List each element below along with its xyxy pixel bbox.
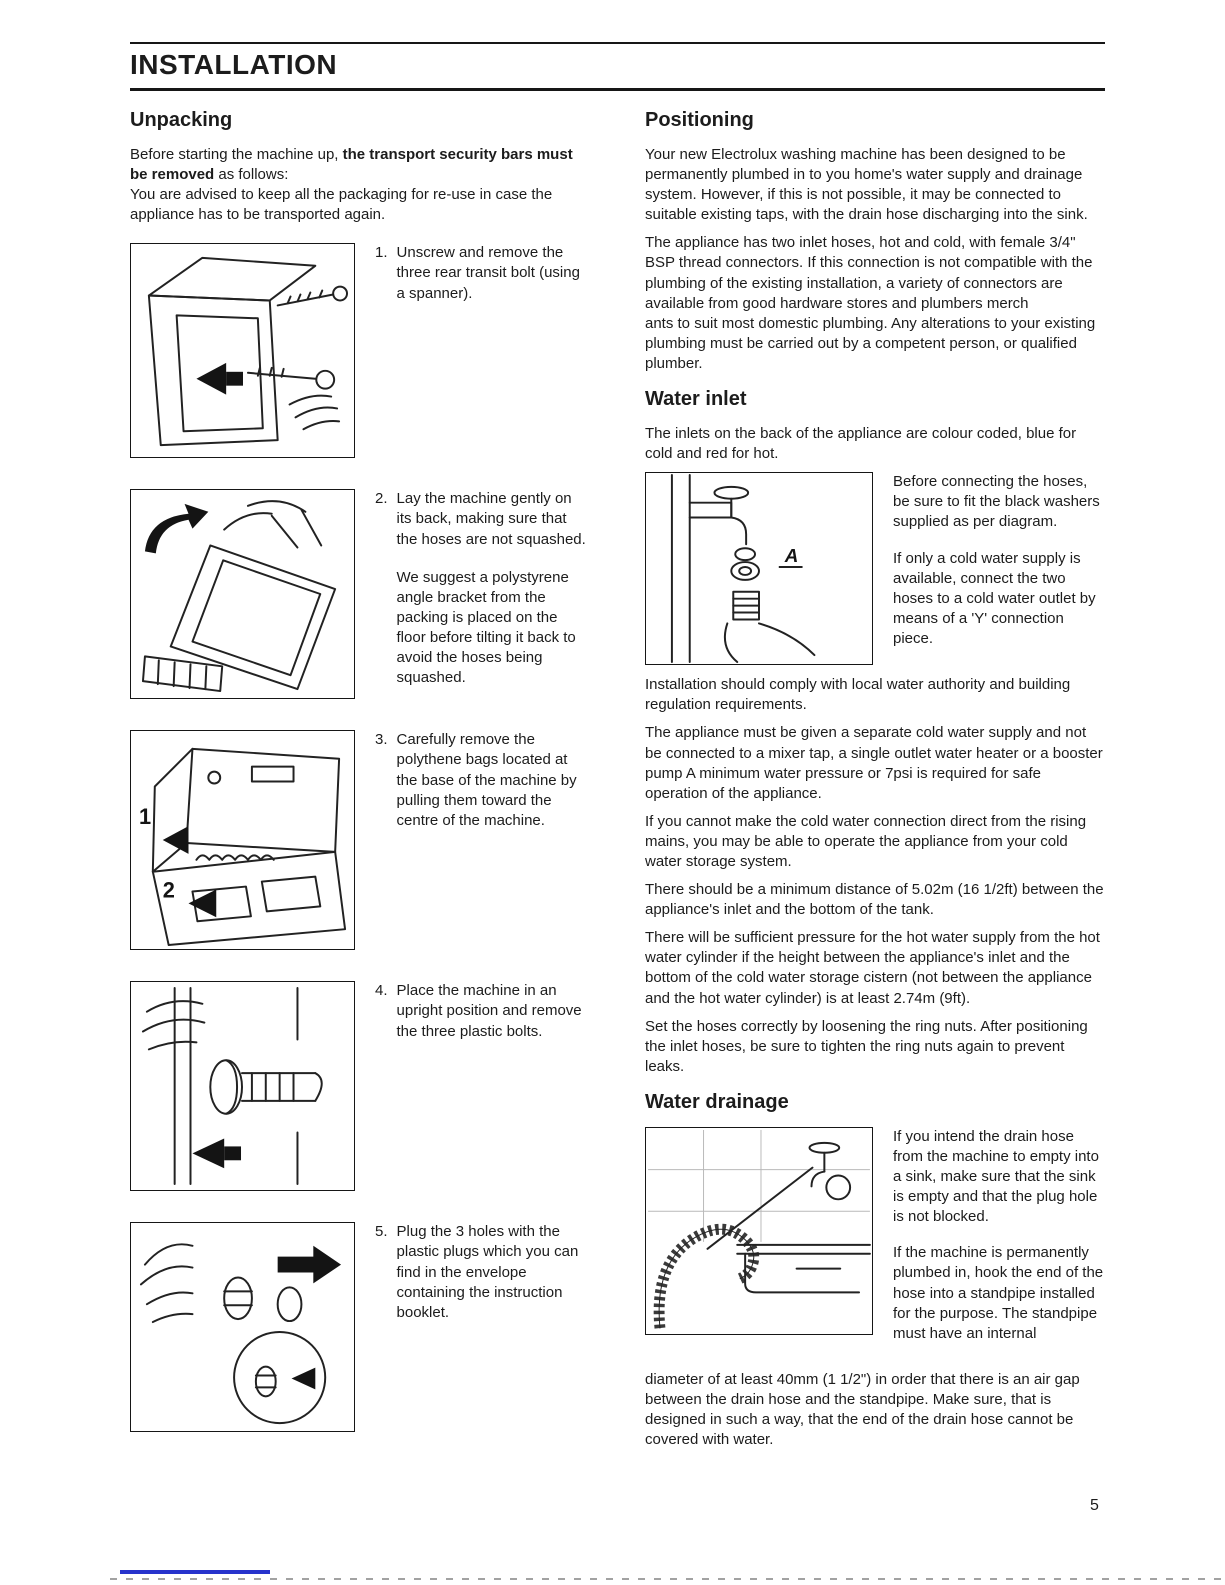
- step-number: 2.: [375, 490, 388, 508]
- step-instruction: Place the machine in an upright position and remove the three plastic bolts.: [396, 982, 582, 1040]
- step-instruction: Plug the 3 holes with the plastic plugs which you can find in the envelope containing the instruction booklet.: [396, 1223, 579, 1321]
- step-instruction: Lay the machine gently on its back, making sure that the hoses are not squashed.: [396, 490, 586, 548]
- step-2-text: [375, 489, 590, 688]
- transit-bolt-diagram: [131, 244, 354, 457]
- water-drainage-side-paragraph: If the machine is permanently plumbed in, hook the end of the hose into a standpipe installed for the purpose. The standpipe must have an internal: [893, 1244, 1104, 1342]
- step-3-text: [375, 730, 590, 830]
- diagram-label-a: A: [784, 545, 799, 567]
- step-5-illustration: [130, 1222, 355, 1432]
- plastic-plugs-diagram: [131, 1223, 354, 1431]
- right-column: [645, 101, 1105, 1463]
- water-inlet-intro: The inlets on the back of the appliance are colour coded, blue for cold and red for hot.: [645, 425, 1077, 463]
- step-3-row: [130, 730, 590, 950]
- step-instruction: Carefully remove the polythene bags located at the base of the machine by pulling them toward the centre of the machine.: [396, 731, 577, 829]
- intro-text: Before starting the machine up,: [130, 146, 343, 163]
- water-inlet-illustration: [645, 472, 873, 665]
- step-2-illustration: [130, 489, 355, 699]
- water-drainage-side-text: [893, 1127, 1105, 1360]
- tilt-machine-diagram: [131, 490, 354, 698]
- step-4-row: [130, 981, 590, 1191]
- water-drainage-diagram: [646, 1128, 872, 1334]
- step-5-text: [375, 1222, 590, 1322]
- unpacking-heading: Unpacking: [130, 109, 233, 131]
- page-number: 5: [1090, 1497, 1099, 1514]
- step-number: 5.: [375, 1223, 388, 1241]
- step-number: 1.: [375, 244, 388, 262]
- step-1-illustration: [130, 243, 355, 458]
- water-inlet-side-paragraph: Before connecting the hoses, be sure to fit the black washers supplied as per diagram.: [893, 473, 1100, 531]
- water-inlet-paragraph: There should be a minimum distance of 5.02m (16 1/2ft) between the appliance's inlet and the bottom of the tank.: [645, 881, 1104, 919]
- water-drainage-paragraph: diameter of at least 40mm (1 1/2") in order that there is an air gap between the drain hose and the standpipe. Make sure, that is designed in such a way, that the end of the drain hose cannot be covered with water.: [645, 1370, 1080, 1449]
- polythene-bags-diagram: [131, 731, 354, 949]
- positioning-text: The appliance has two inlet hoses, hot and cold, with female 3/4" BSP thread connectors. If this connection is not compatible with the plumbing of the existing installation, a variety of connectors are available from good hardware stores and plumbers merch: [645, 234, 1093, 312]
- water-inlet-diagram: [646, 473, 872, 664]
- step-5-row: [130, 1222, 590, 1432]
- step-2-row: [130, 489, 590, 699]
- page-title: INSTALLATION: [130, 49, 338, 80]
- water-inlet-side-text: [893, 472, 1105, 665]
- left-column: [130, 101, 590, 1463]
- step-number: 3.: [375, 731, 388, 749]
- water-drainage-illustration: [645, 1127, 873, 1335]
- step-3-illustration: [130, 730, 355, 950]
- title-block: [130, 42, 1105, 91]
- water-inlet-paragraph: There will be sufficient pressure for the hot water supply from the hot water cylinder if the height between the appliance's inlet and the bottom of the cold water storage cistern (not between the appliance and the hot water cylinder) is at least 2.74m (9ft).: [645, 929, 1100, 1007]
- step-4-text: [375, 981, 590, 1041]
- step-1-text: [375, 243, 590, 303]
- diagram-label-2: 2: [162, 877, 175, 903]
- intro-text: You are advised to keep all the packaging for re-use in case the appliance has to be transported again.: [130, 186, 553, 224]
- positioning-text: ants to suit most domestic plumbing. Any alterations to your existing plumbing must be carried out by a competent person, or qualified plumber.: [645, 314, 1096, 372]
- step-1-row: [130, 243, 590, 458]
- positioning-paragraph: Your new Electrolux washing machine has been designed to be permanently plumbed in to you home's water supply and drainage system. However, if this is not possible, it may be connected to suitable existing taps, with the drain hose discharging into the sink.: [645, 146, 1088, 224]
- water-inlet-paragraph: Set the hoses correctly by loosening the ring nuts. After positioning the inlet hoses, be sure to tighten the ring nuts again to prevent leaks.: [645, 1017, 1088, 1075]
- two-column-layout: [130, 101, 1105, 1463]
- step-number: 4.: [375, 982, 388, 1000]
- intro-bold-text: the transport security bars must be removed: [130, 146, 573, 184]
- water-drainage-side-paragraph: If you intend the drain hose from the machine to empty into a sink, make sure that the sink is empty and that the plug hole is not blocked.: [893, 1127, 1099, 1226]
- plastic-bolt-diagram: [131, 982, 354, 1190]
- water-inlet-paragraph: The appliance must be given a separate cold water supply and not be connected to a mixer tap, a single outlet water heater or a booster pump A minimum water pressure or 7psi is required for safe operation of the appliance.: [645, 724, 1103, 802]
- intro-text: as follows:: [214, 166, 289, 184]
- water-inlet-figure-row: [645, 472, 1105, 665]
- positioning-paragraph: [645, 233, 1105, 374]
- water-inlet-paragraph: If you cannot make the cold water connection direct from the rising mains, you may be able to operate the appliance from your cold water storage system.: [645, 812, 1087, 870]
- step-instruction: Unscrew and remove the three rear transit bolt (using a spanner).: [396, 244, 580, 302]
- scan-artifact-blue-line: [120, 1570, 270, 1574]
- positioning-heading: Positioning: [645, 109, 754, 131]
- step-instruction-extra: We suggest a polystyrene angle bracket from the packing is placed on the floor before tilting it back to avoid the hoses being squashed.: [396, 568, 576, 687]
- water-drainage-heading: Water drainage: [645, 1090, 789, 1113]
- water-inlet-side-paragraph: If only a cold water supply is available, connect the two hoses to a cold water outlet by means of a 'Y' connection piece.: [893, 549, 1096, 647]
- water-drainage-figure-row: [645, 1127, 1105, 1360]
- water-inlet-paragraph: Installation should comply with local water authority and building regulation requirements.: [645, 676, 1071, 714]
- water-inlet-heading: Water inlet: [645, 388, 747, 411]
- step-4-illustration: [130, 981, 355, 1191]
- diagram-label-1: 1: [138, 804, 152, 830]
- unpacking-intro: [130, 145, 590, 225]
- scan-artifact-bottom-edge: [110, 1578, 1225, 1580]
